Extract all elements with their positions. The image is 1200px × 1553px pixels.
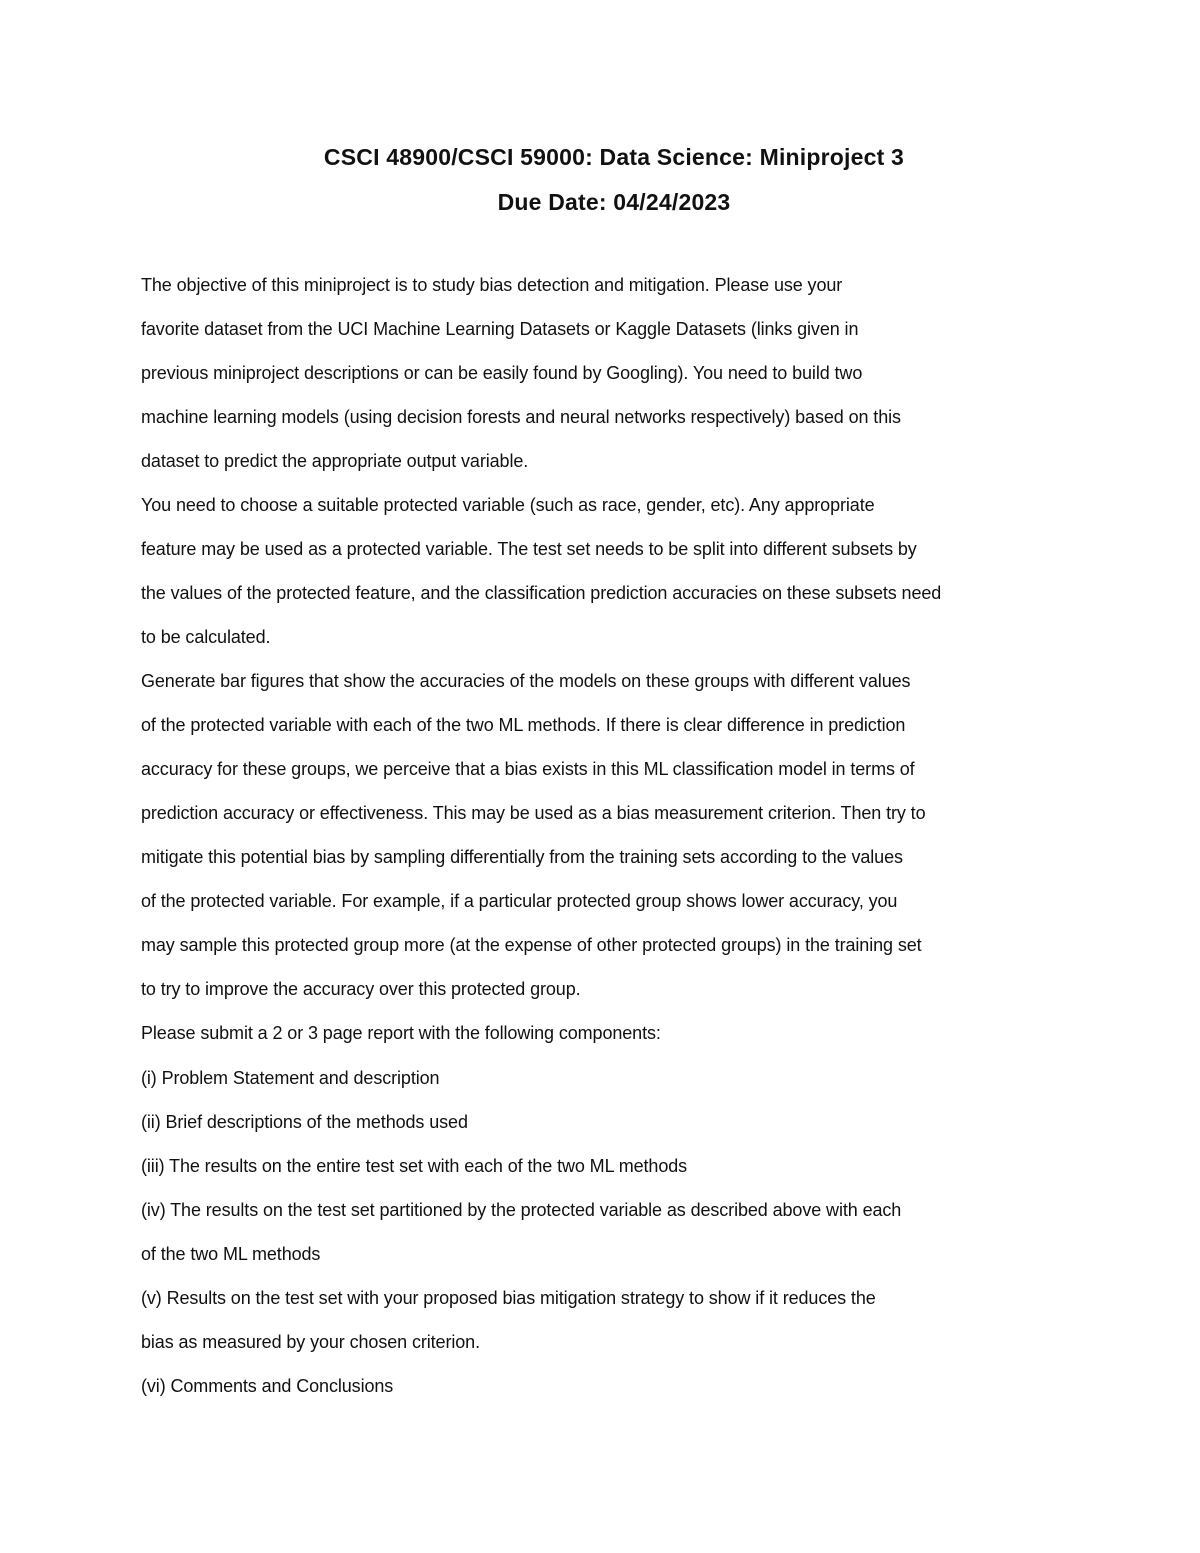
body-line: mitigate this potential bias by sampling differentially from the training sets according to the values xyxy=(141,847,903,867)
list-item: (vi) Comments and Conclusions xyxy=(141,1376,394,1396)
body-line: favorite dataset from the UCI Machine Learning Datasets or Kaggle Datasets (links given in xyxy=(141,319,859,339)
body-line: feature may be used as a protected variable. The test set needs to be split into different subsets by xyxy=(141,539,917,559)
report-components-list xyxy=(141,1063,1061,1415)
body-line: Please submit a 2 or 3 page report with the following components: xyxy=(141,1023,661,1043)
due-date: Due Date: 04/24/2023 xyxy=(497,189,731,215)
list-item: (iii) The results on the entire test set with each of the two ML methods xyxy=(141,1156,688,1176)
body-line: to be calculated. xyxy=(141,627,271,647)
list-item: (v) Results on the test set with your proposed bias mitigation strategy to show if it reduces the xyxy=(141,1288,876,1308)
body-line: dataset to predict the appropriate output variable. xyxy=(141,451,529,471)
list-item: (ii) Brief descriptions of the methods used xyxy=(141,1112,468,1132)
body-line: previous miniproject descriptions or can be easily found by Googling). You need to build two xyxy=(141,363,863,383)
body-line: Generate bar figures that show the accuracies of the models on these groups with different values xyxy=(141,671,911,691)
list-item: of the two ML methods xyxy=(141,1244,321,1264)
body-line: accuracy for these groups, we perceive that a bias exists in this ML classification model in terms of xyxy=(141,759,915,779)
body-line: of the protected variable. For example, if a particular protected group shows lower accuracy, you xyxy=(141,891,898,911)
list-item: bias as measured by your chosen criterion. xyxy=(141,1332,480,1352)
body-line: the values of the protected feature, and the classification prediction accuracies on these subsets need xyxy=(141,583,942,603)
body-line: You need to choose a suitable protected variable (such as race, gender, etc). Any appropriate xyxy=(141,495,875,515)
body-line: of the protected variable with each of the two ML methods. If there is clear difference in prediction xyxy=(141,715,906,735)
body-line: The objective of this miniproject is to study bias detection and mitigation. Please use your xyxy=(141,275,843,295)
body-line: may sample this protected group more (at the expense of other protected groups) in the training set xyxy=(141,935,922,955)
body-line: prediction accuracy or effectiveness. This may be used as a bias measurement criterion. Then try to xyxy=(141,803,926,823)
document-title: CSCI 48900/CSCI 59000: Data Science: Miniproject 3 xyxy=(323,144,905,170)
body-line: to try to improve the accuracy over this protected group. xyxy=(141,979,581,999)
body-line: machine learning models (using decision forests and neural networks respectively) based on this xyxy=(141,407,901,427)
body-text xyxy=(141,270,1061,1062)
list-item: (i) Problem Statement and description xyxy=(141,1068,440,1088)
list-item: (iv) The results on the test set partitioned by the protected variable as described above with each xyxy=(141,1200,902,1220)
